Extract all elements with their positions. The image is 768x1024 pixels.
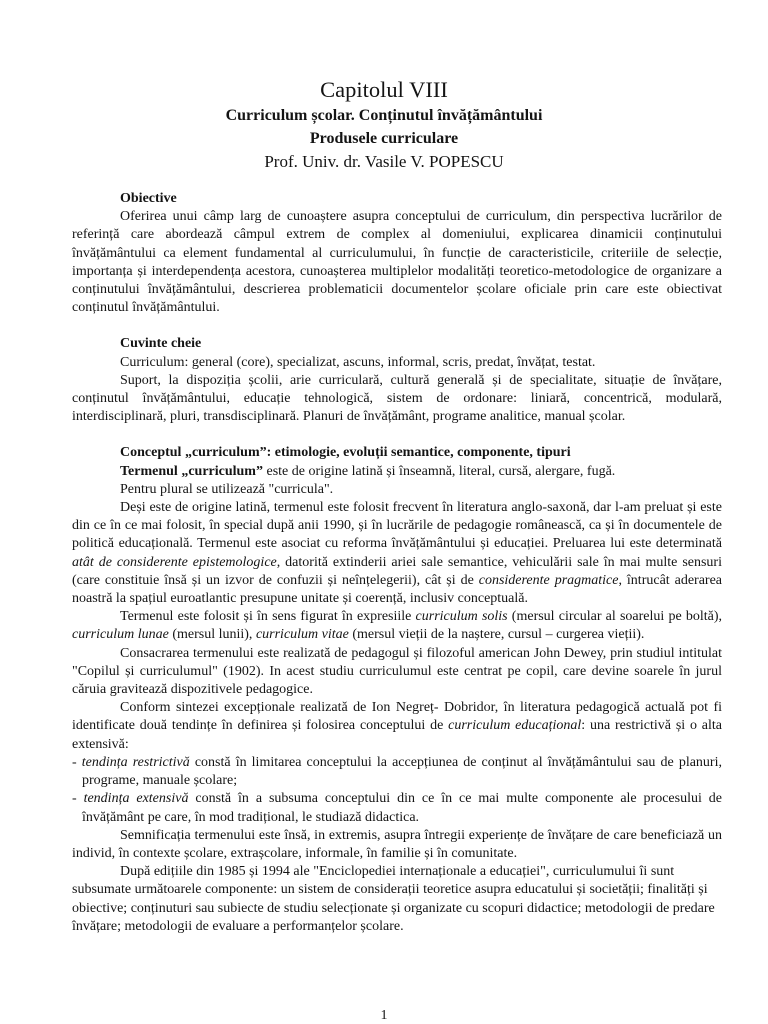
italic-run: tendința restrictivă xyxy=(81,754,190,770)
list-dash: - xyxy=(72,754,82,770)
paragraph-encyclopedia: După edițiile din 1985 și 1994 ale "Enciclopediei internaționale a educației", curriculumului îi sunt subsumate următoarele componente: un sistem de considerații teoretice asupra educatului și societății; finalități și obiective; conținuturi sau subiecte de studiu selecționate și organizate cu scopuri didactice; metodologii de predare învățare; metodologii de evaluare a performanțelor școlare. xyxy=(72,864,715,934)
italic-run: tendința extensivă xyxy=(83,791,189,807)
chapter-subtitle-2: Produsele curriculare xyxy=(309,130,459,147)
paragraph-negret xyxy=(72,699,722,754)
objectives-heading: Obiective xyxy=(120,191,177,206)
section-heading: Conceptul „curriculum”: etimologie, evoluții semantice, componente, tipuri xyxy=(120,445,571,461)
paragraph-figurative xyxy=(72,608,722,644)
paragraph-dewey: Consacrarea termenului este realizată de pedagogul și filozoful american John Dewey, prin studiul intitulat "Copilul și curriculumul" (1902). In acest studiu curriculumul este centrat pe copil, care devine soarele în jurul căruia gravitează dispozitivele pedagogice. xyxy=(72,645,722,698)
term-text: este de origine latină și înseamnă, literal, cursă, alergare, fugă. xyxy=(262,463,616,479)
document-body xyxy=(72,190,722,936)
paragraph-plural: Pentru plural se utilizează "curricula". xyxy=(120,481,334,497)
objectives-text: Oferirea unui câmp larg de cunoaștere asupra conceptului de curriculum, din perspectiva lucrărilor de referință care abordează câmpul extrem de complex al domeniului, explicarea dinamicii conținutului învățământului ca element fundamental al curriculumului, în funcție de caracteristicile, criteriile de selecție, importanța și interdependența acestora, cunoașterea multiplelor modalități teoretico-metodologice de organizare a conținutului învățământului, descrierea problematicii documentelor școlare oficiale prin care este obiectivat conținutul învățământului. xyxy=(72,209,722,316)
text-run: (mersul circular al soarelui pe boltă), xyxy=(507,609,722,625)
text-run: Conform sintezei excepționale realizată de Ion Negreț- Dobridor, în literatura pedagogică actuală pot fi identificate două tendințe în definirea și folosirea conceptului de xyxy=(72,700,722,734)
page-number: 1 xyxy=(380,1008,388,1023)
text-run: , datorită extinderii ariei sale semantice, vehiculării sale în mai multe sensuri (care constituie însă și un izvor de confuzii și neînțelegerii), cât și de xyxy=(72,554,722,588)
italic-run: curriculum educațional xyxy=(448,718,582,734)
paragraph-term xyxy=(72,463,722,481)
text-run: constă în a subsuma conceptului din ce în ce mai multe componente ale procesului de învățământ pe care, în mod tradițional, le studiază didactica. xyxy=(82,791,722,825)
paragraph-meaning: Semnificația termenului este însă, in extremis, asupra întregii experiențe de învățare de care beneficiază un individ, în contexte școlare, extrașcolare, informale, în familie și în comunitate. xyxy=(72,827,722,861)
italic-run: atât de considerente epistemologice xyxy=(72,554,277,570)
term-bold: Termenul „curriculum” xyxy=(120,463,263,479)
author-line: Prof. Univ. dr. Vasile V. POPESCU xyxy=(264,152,504,171)
spacer xyxy=(72,317,722,335)
chapter-subtitle: Curriculum școlar. Conținutul învățământului xyxy=(225,107,543,124)
italic-run: curriculum lunae xyxy=(72,627,169,643)
text-run: Deși este de origine latină, termenul este folosit frecvent în literatura anglo-saxonă, dar l-am preluat și este din ce în ce mai folosit, în special după anii 1990, și în lucrările de pedagogie românească, ca și în documentele de politică educațională. Termenul este asociat cu reforma învățământului și educației. Preluarea lui este determinată xyxy=(72,500,722,552)
text-run: (mersul lunii), xyxy=(168,627,256,643)
paragraph-origin xyxy=(72,499,722,608)
list-item xyxy=(72,790,722,826)
italic-run: curriculum solis xyxy=(415,609,508,625)
list-dash: - xyxy=(72,791,84,807)
keywords-heading: Cuvinte cheie xyxy=(120,336,202,352)
italic-run: considerente pragmatice xyxy=(478,572,619,588)
text-run: Termenul este folosit și în sens figurat în expresiile xyxy=(120,609,416,625)
chapter-title: Capitolul VIII xyxy=(320,77,448,102)
spacer xyxy=(72,426,722,444)
text-run: : una restrictivă și o alta extensivă: xyxy=(72,718,723,752)
text-run: , întrucât aderarea noastră la spațiul euroatlantic presupune unitate și coerență, inclusiv conceptuală. xyxy=(72,572,723,607)
list-item xyxy=(72,754,722,790)
keywords-line-1: Curriculum: general (core), specializat, ascuns, informal, scris, predat, învățat, testat. xyxy=(120,354,596,370)
italic-run: curriculum vitae xyxy=(255,627,349,643)
keywords-line-2: Suport, la dispoziția școlii, arie curriculară, cultură generală și de specialitate, situație de învățare, conținutul învățământului, educație tehnologică, sistem de ordonare: liniară, concentrică, modulară, interdisciplinară, pluri, transdisciplinară. Planuri de învățământ, programe analitice, manual școlar. xyxy=(72,372,722,425)
text-run: (mersul vieții de la naștere, cursul – curgerea vieții). xyxy=(348,627,645,643)
text-run: constă în limitarea conceptului la accepțiunea de conținut al învățământului sau de planuri, programe, manuale școlare; xyxy=(82,754,722,789)
